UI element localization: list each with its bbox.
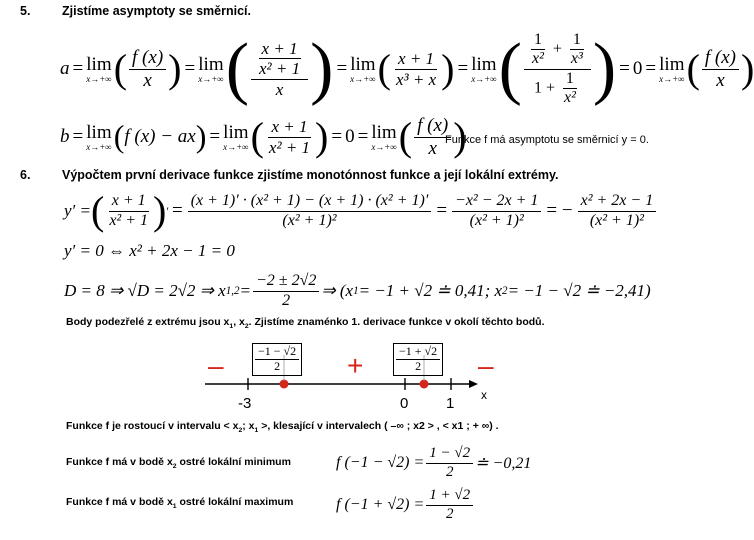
- tick-label-1: 1: [446, 395, 455, 412]
- limit: lim x→+∞: [659, 54, 685, 84]
- formula-a: a = lim x→+∞ ( $\frac{f (x)}{x}$ ) = lim x→+∞ ( $\frac{\frac{x + 1}{\text{x² + 1}}}{x}$ ) = lim x→+∞ ( $\frac{x + 1}{\text{x³ + x}}$ ) = lim x→+∞ ( $\frac{1}{\text{x²}}$ + $\frac{1}{\text{x³}}$ 1 + $\frac{1}{\text{x²}}$ ) = 0 = lim x→+∞ ( $\frac{f (x)}{x}$ ): [60, 30, 754, 107]
- axis-arrow: [469, 380, 478, 388]
- limit: lim x→+∞: [198, 54, 224, 84]
- nested-fraction: $\frac{\frac{x + 1}{\text{x² + 1}}}{x}$: [251, 39, 308, 100]
- limit: lim x→+∞: [86, 54, 112, 84]
- section-6-number: 6.: [20, 168, 31, 182]
- limit: lim x→+∞: [86, 122, 112, 152]
- limit: lim x→+∞: [350, 54, 376, 84]
- equals-sign: =: [72, 58, 84, 79]
- y-zero-line: y′ = 0 ⇔ x² + 2x − 1 = 0: [64, 241, 235, 260]
- formula-b: b = lim x→+∞ ( f (x) − ax ) = lim x→+∞ ( $\frac{x + 1}{\text{x² + 1}}$ ) = 0 = lim x→+∞ ( $\frac{f (x)}{x}$ ): [60, 114, 467, 159]
- fraction: $\frac{f (x)}{x}$: [129, 47, 166, 92]
- maximum-formula: f (−1 + √2) = $\frac{1 + √2}{2}$: [336, 485, 475, 525]
- point-label-left: $\frac{-1 - √2}{2}$: [250, 343, 304, 376]
- tick-label-0: 0: [400, 395, 409, 412]
- derivative-formula: y′ = ( $\frac{x + 1}{\text{x² + 1}}$ ) ′ = $\frac{\text{(x + 1)′ · (x² + 1) − (x + 1) · (x² + 1)′}}{\text{(x² + 1)²}}$ = $\frac{\text{−x² − 2x + 1}}{\text{(x² + 1)²}}$ = − $\frac{\text{x² + 2x − 1}}{\text{(x² + 1)²}}$: [64, 186, 658, 236]
- fraction: $\frac{f (x)}{x}$: [702, 47, 739, 92]
- section-5-number: 5.: [20, 4, 31, 18]
- section-6-heading: Výpočtem první derivace funkce zjistíme monotónnost funkce a její lokální extrémy.: [62, 168, 559, 182]
- minimum-text: Funkce f má v bodě $x_2$ ostré lokální minimum: [66, 456, 291, 471]
- discriminant-line: D = 8 ⇒ √D = 2√2 ⇒ x 1,2 = $\frac{-2 \pm 2√2}{2}$ ⇒ (x 1 = −1 + √2 ≐ 0,41; x 2 = −1 − √2 ≐ −2,41): [64, 272, 651, 309]
- sign-left: –: [208, 350, 224, 381]
- sign-middle: +: [347, 350, 364, 381]
- point-label-right: $\frac{-1 + √2}{2}$: [391, 343, 445, 376]
- maximum-text: Funkce f má v bodě $x_1$ ostré lokální maximum: [66, 496, 294, 511]
- limit: lim x→+∞: [371, 122, 397, 152]
- section-5-heading: Zjistíme asymptoty se směrnicí.: [62, 4, 251, 18]
- minimum-formula: f (−1 − √2) = $\frac{1 - √2}{2}$ ≐ −0,21: [336, 445, 532, 480]
- b-symbol: b: [60, 126, 70, 147]
- sign-right: –: [478, 350, 494, 381]
- axis-label: x: [481, 388, 487, 402]
- nested-fraction-2: $\frac{1}{\text{x²}}$ + $\frac{1}{\text{x³}}$ 1 + $\frac{1}{\text{x²}}$: [524, 31, 591, 108]
- fraction: $\frac{x + 1}{\text{x³ + x}}$: [395, 48, 437, 89]
- tick-label-minus-3: -3: [238, 395, 252, 412]
- critical-points-text: Body podezřelé z extrému jsou $x_1$, $x_2$. Zjistíme znaménko 1. derivace funkce v okolí těchto bodů.: [66, 316, 545, 331]
- limit: lim x→+∞: [471, 54, 497, 84]
- limit: lim x→+∞: [223, 122, 249, 152]
- a-symbol: a: [60, 58, 70, 79]
- asymptote-note: Funkce f má asymptotu se směrnicí y = 0.: [445, 134, 649, 146]
- monotonicity-text: Funkce f je rostoucí v intervalu < $x_2$; $x_1$ >, klesající v intervalech ( –∞ ; x2 > , < x1 ; + ∞) .: [66, 420, 499, 435]
